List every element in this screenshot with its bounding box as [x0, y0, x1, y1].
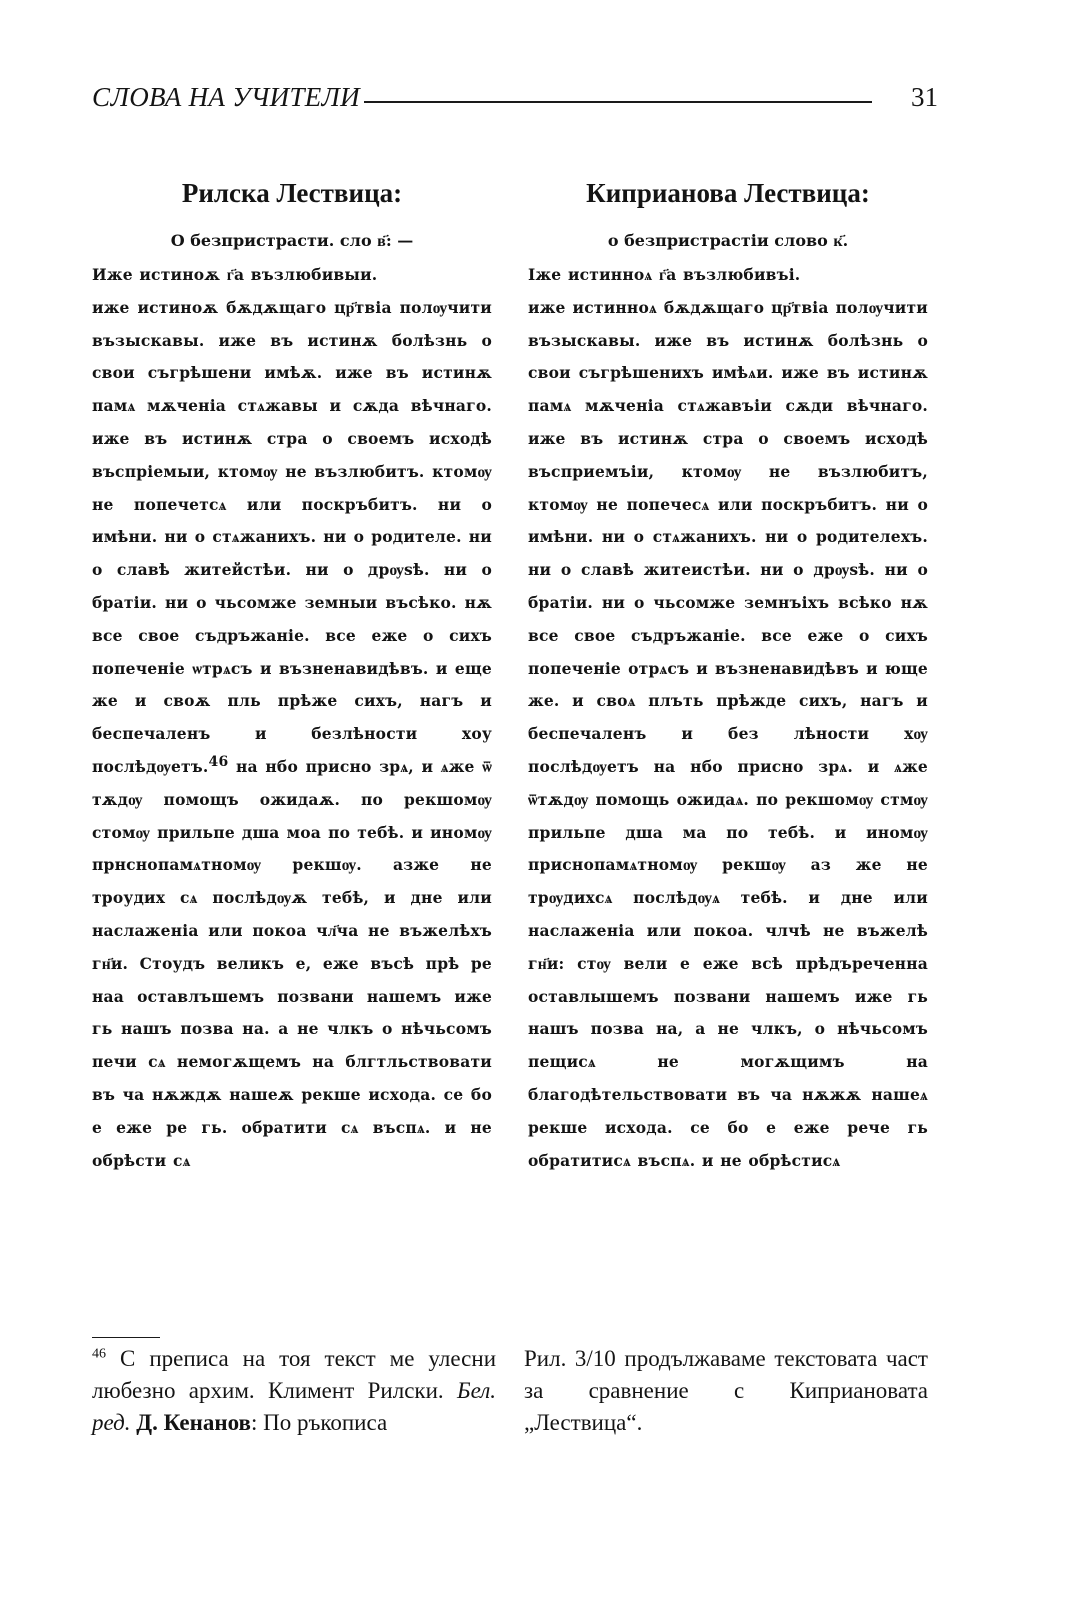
- left-column-heading: Рилска Лествица:: [181, 178, 403, 208]
- footnote-mark: 46: [92, 1346, 106, 1362]
- right-column-subheading: о безпристрастіи слово к҃.: [607, 231, 849, 250]
- footnote-right: [524, 1343, 928, 1439]
- left-column-subheading: О безпристрасти. сло в҃: —: [170, 231, 414, 250]
- header-rule: [364, 101, 872, 103]
- footnote-editor-note: Бел. ред.: [92, 1378, 496, 1435]
- left-column-body-continued: на нбо присно зрѧ, и ѧже ѿ тѫдѹ помощъ ожидаѫ. по рекшомѹ стомѹ прильпе дша моа по тебѣ. и иномѹ прнснопамѧтномѹ рекшѹ. азже не троудих сѧ послѣдѹѫ тебѣ, и дне или наслаженіа или покоа чл҃ча не въжелѣхъ гн҃и. Стоудъ великъ е, еже въсѣ прѣ ре наа оставлъшемъ позвани нашемъ иже гь нашъ позва на. а не члкъ о нѣчьсомъ печи сѧ немогѫщемъ на блгтльствовати въ ча нѫждѫ нашеѫ рекше исхода. се бо е еже ре гь. обратити сѧ въспѧ. и не обрѣсти сѧ: [92, 756, 492, 1170]
- running-head: [92, 82, 938, 122]
- left-column-body: иже истиноѫ бѫдѫщаго цр҃твіа полѹчити възыскавы. иже въ истинѫ болѣзнь о свои съгрѣшени имѣѫ. иже въ истинѫ памѧ мѫченіа стѧжавы и сѫда вѣчнаго. иже въ истинѫ стра о своемъ исходѣ въспріемыи, ктомѹ не възлюбитъ. ктомѹ не попечетсѧ или поскръбитъ. ни о имѣни. ни о стѧжанихъ. ни о родителе. ни о славѣ житейстѣи. ни о дрѹѕѣ. ни о братіи. ни о чьсомже земныи въсѣко. нѫ все свое съдръжаніе. все еже о сихъ попеченіе ѡтрѧсъ и възненавидѣвъ. и еще же и своѫ пль прѣже сихъ, нагъ и беспечаленъ и безлѣности хоу послѣдѹетъ.: [92, 297, 492, 776]
- right-column-heading: Киприанова Лествица:: [586, 178, 870, 208]
- right-column-text: [528, 259, 928, 1177]
- right-column-first-line: Іже истинноѧ г҃а възлюбивъі.: [528, 265, 801, 284]
- left-column-text: [92, 259, 492, 1177]
- page-number: 31: [911, 82, 938, 112]
- footnote-right-text: Рил. 3/10 продължаваме текстовата част за сравнение с Киприановата „Лествица“.: [524, 1346, 928, 1435]
- footnote-left-tail: : По ръкописа: [250, 1410, 388, 1435]
- left-column: [92, 178, 492, 1177]
- footnote-reference: 46: [208, 753, 229, 770]
- right-column: [528, 178, 928, 1177]
- right-column-body: иже истинноѧ бѫдѫщаго цр҃твіа полѹчити възыскавы. иже въ истинѫ болѣзнь о свои съгрѣшенихъ имѣѧи. иже въ истинѫ памѧ мѫченіа стѧжавъіи сѫди вѣчнаго. иже въ истинѫ стра о своемъ исходѣ въсприемъіи, ктомѹ не възлюбитъ, ктомѹ не попечесѧ или поскръбитъ. ни о имѣни. ни о стѧжанихъ. ни о родителехъ. ни о славѣ житеистѣи. ни о дрѹѕѣ. ни о братіи. ни о чьсомже земнъіхъ всѣко нѫ все свое съдръжаніе. все еже о сихъ попеченіе отрѧсъ и възненавидѣвъ и юще же. и своѧ плъть прѣжде сихъ, нагъ и беспечаленъ и без лѣности хѹ послѣдѹетъ на нбо присно зрѧ. и ѧже ѿтѫдѹ помощь ожидаѧ. по рекшомѹ стмѹ прильпе дша ма по тебѣ. и иномѹ приснопамѧтномѹ рекшѹ аз же не трѹдихсѧ послѣдѹѧ тебѣ. и дне или наслаженіа или покоа. члчѣ не въжелѣ гн҃и: стѹ вели е еже всѣ прѣдъреченна оставлышемъ позвани нашемъ иже гь нашъ позва на, а не члкъ, о нѣчьсомъ пещисѧ не могѫщимъ на благодѣтельствовати въ ча нѫжѫ нашеѧ рекше исхода. се бо е еже рече гь обратитисѧ въспѧ. и не обрѣстисѧ: [528, 297, 928, 1170]
- footnote-editor-name: Д. Кенанов: [136, 1410, 251, 1435]
- left-column-first-line: Иже истиноѫ г҃а възлюбивыи.: [92, 265, 378, 284]
- running-title: СЛОВА НА УЧИТЕЛИ: [92, 82, 360, 112]
- footnote-left: [92, 1343, 496, 1439]
- footnote-rule: [92, 1337, 160, 1338]
- footnote-left-text: С преписа на тоя текст ме улесни любезно архим. Климент Рилски.: [92, 1346, 496, 1403]
